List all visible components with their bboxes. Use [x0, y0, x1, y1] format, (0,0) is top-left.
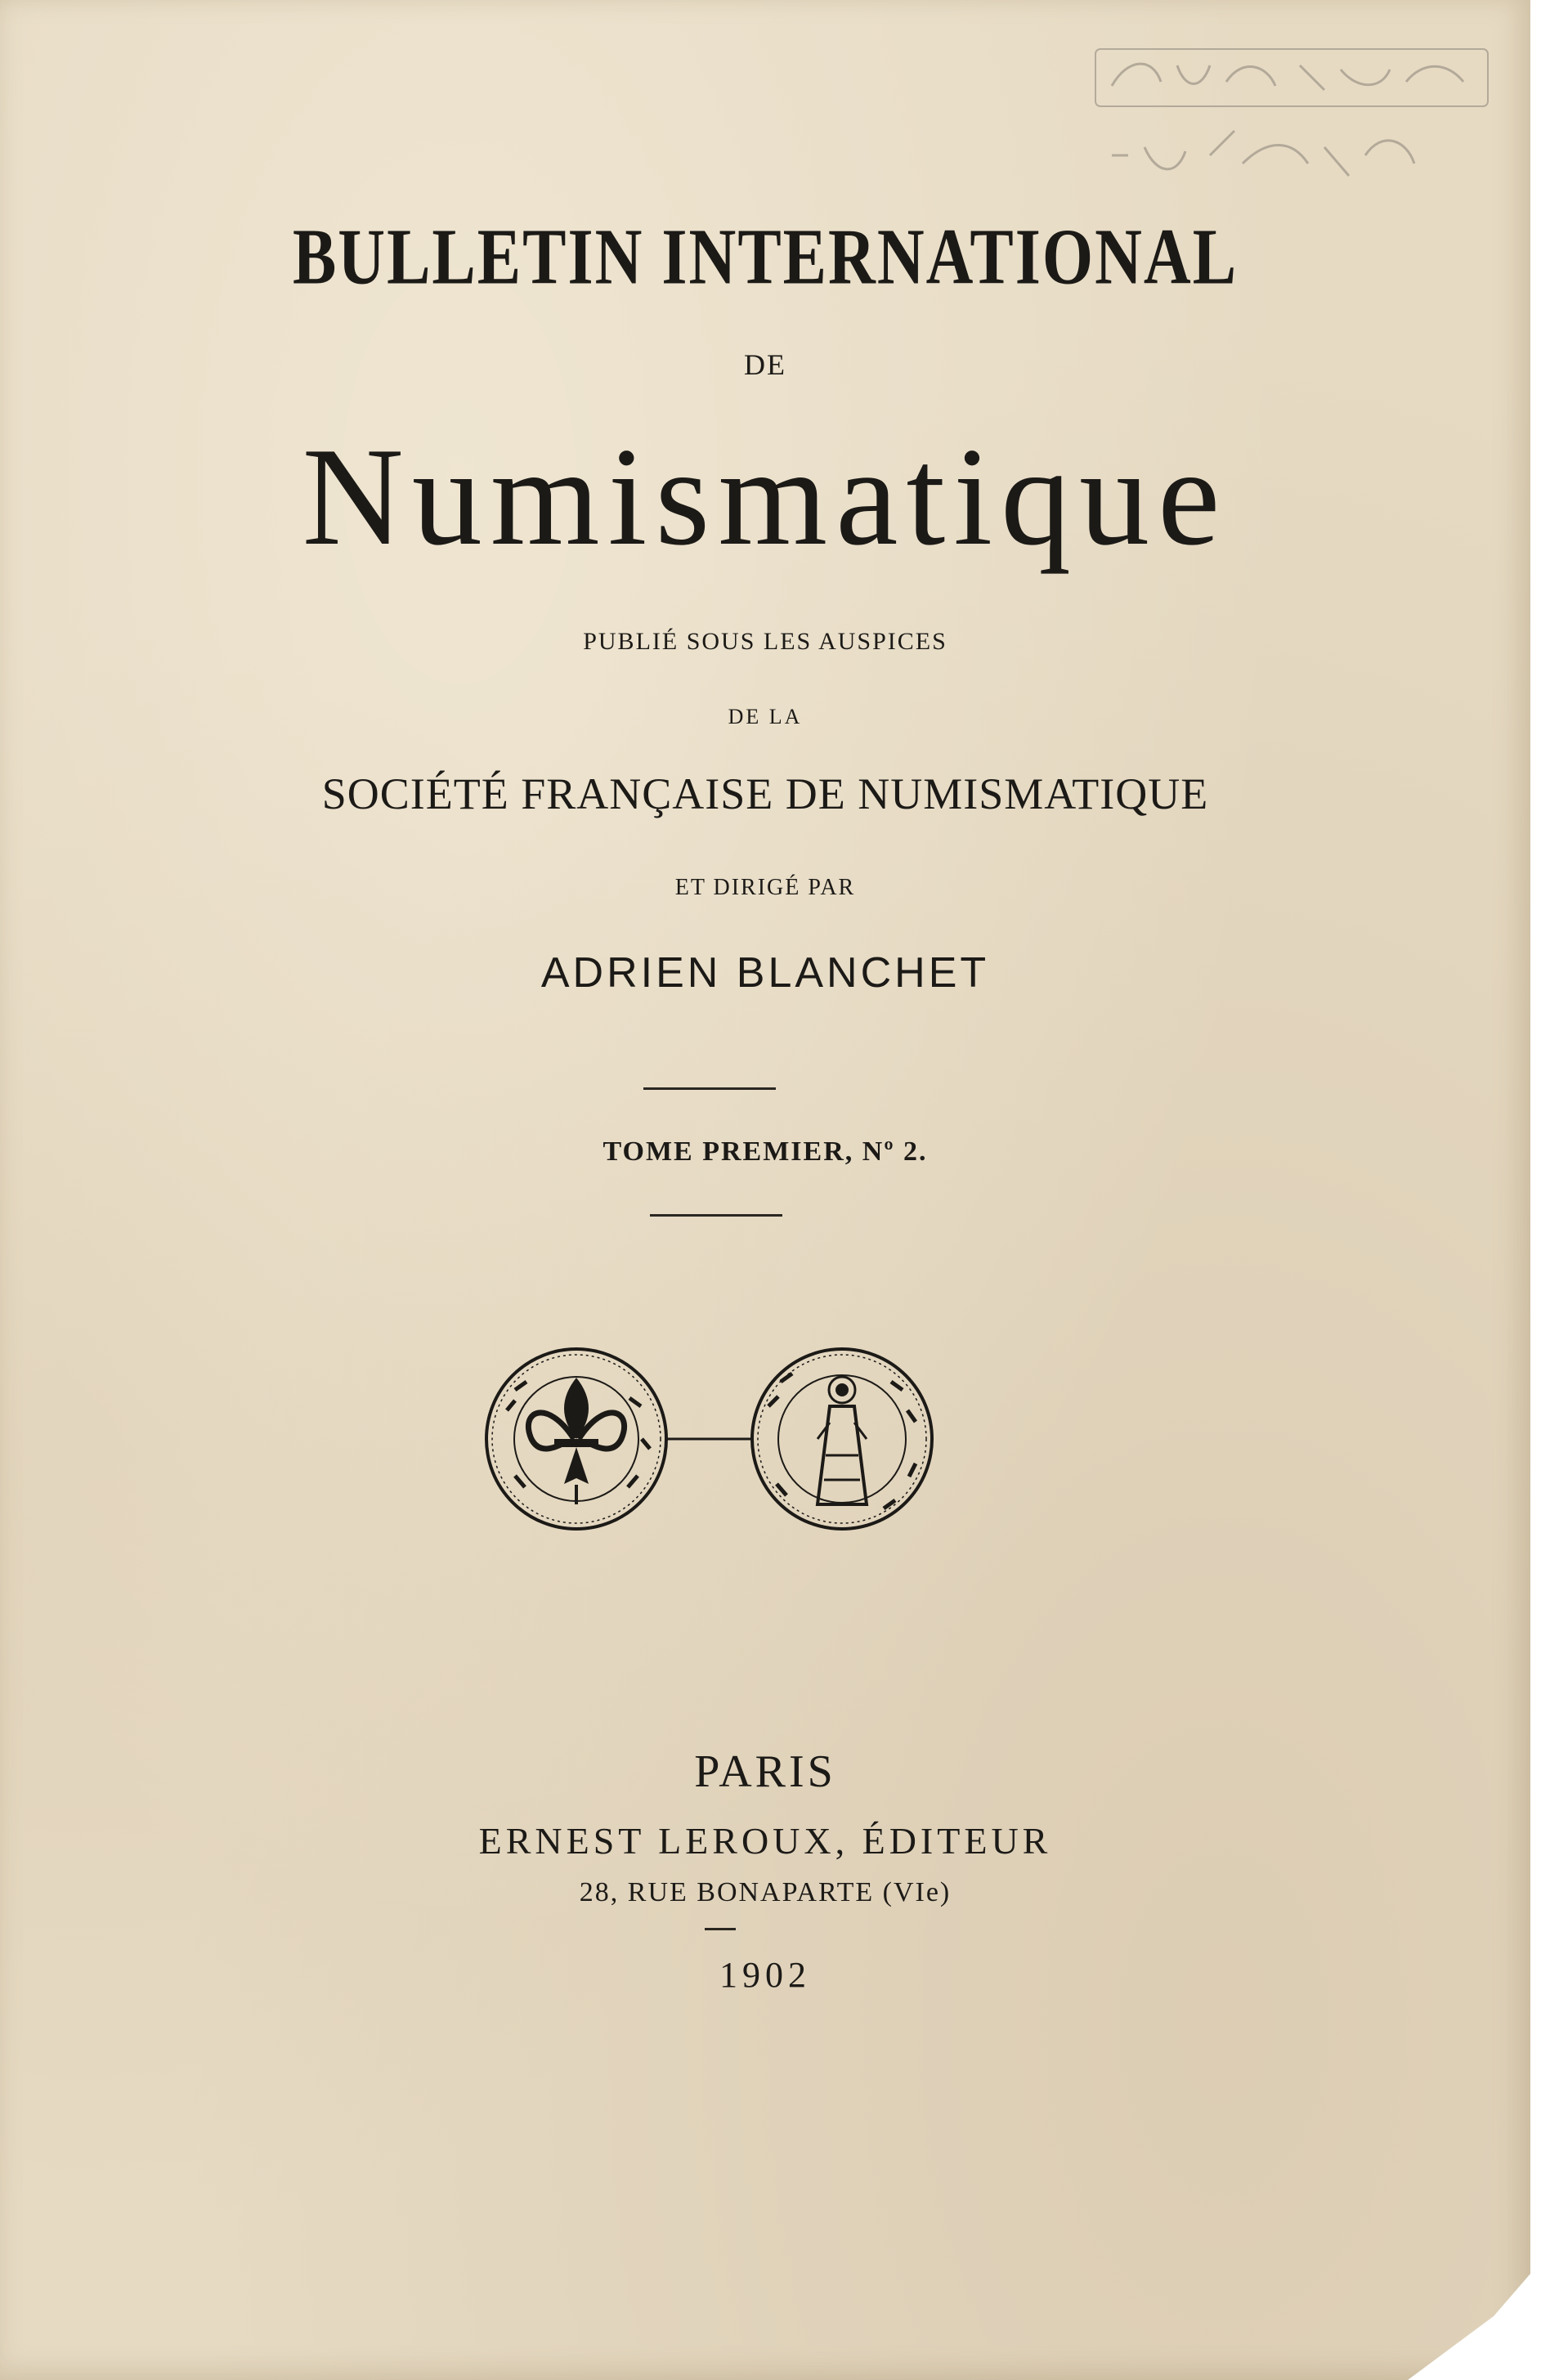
- de-la: DE LA: [728, 705, 803, 728]
- publication-year: 1902: [719, 1955, 811, 1995]
- publisher: ERNEST LEROUX, ÉDITEUR: [478, 1820, 1052, 1862]
- divider-rule: [643, 1087, 776, 1090]
- author-name: ADRIEN BLANCHET: [540, 949, 990, 997]
- coin-illustration: [482, 1341, 940, 1537]
- title-de: DE: [744, 348, 786, 381]
- publisher-address: 28, RUE BONAPARTE (VIe): [579, 1877, 952, 1907]
- city: PARIS: [694, 1746, 836, 1797]
- fleur-de-lis-coin: [486, 1349, 666, 1529]
- handwritten-pencil-annotation: [1079, 33, 1521, 221]
- volume-number: TOME PREMIER, Nº 2.: [603, 1136, 928, 1167]
- divider-rule: [705, 1928, 736, 1930]
- torn-corner: [1408, 2274, 1530, 2380]
- dirige-par: ET DIRIGÉ PAR: [674, 875, 856, 900]
- societe-name: SOCIÉTÉ FRANÇAISE DE NUMISMATIQUE: [321, 769, 1209, 818]
- title-numismatique: Numismatique: [302, 419, 1229, 575]
- saint-figure-coin: [752, 1349, 932, 1529]
- publie-sous-les-auspices: PUBLIÉ SOUS LES AUSPICES: [583, 628, 947, 655]
- title-bulletin-international: BULLETIN INTERNATIONAL: [292, 213, 1239, 302]
- divider-rule: [650, 1214, 782, 1217]
